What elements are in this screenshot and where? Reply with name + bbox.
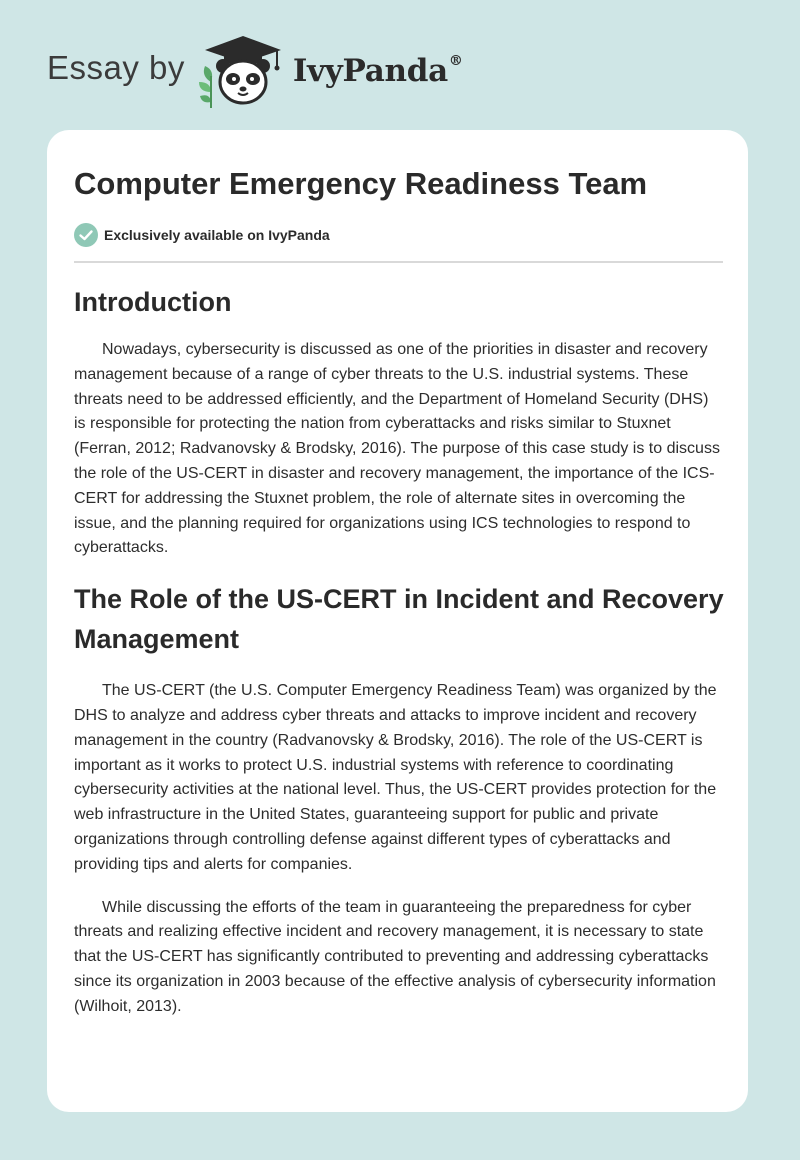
exclusive-badge (74, 223, 330, 247)
essay-by-label: Essay by (47, 48, 185, 86)
brand-name: IvyPanda (292, 52, 448, 89)
ivypanda-brand[interactable] (292, 52, 463, 89)
section-heading-introduction: Introduction (74, 287, 232, 317)
check-circle-icon (74, 223, 98, 247)
paragraph: The US-CERT (the U.S. Computer Emergency Readiness Team) was organized by the DHS to analyze and address cyber threats and attacks to improve incident and recovery management in the country (Radvanovsky & Brodsky, 2016). The role of the US-CERT is important as it works to protect U.S. industrial systems with reference to coordinating cybersecurity activities at the national level. Thus, the US-CERT provides protection for the web infrastructure in the United States, guaranteeing support for public and private organizations through controlling defense against different types of cyberattacks and providing tips and alerts for companies. (74, 682, 717, 873)
site-header (47, 30, 463, 110)
divider (74, 261, 723, 263)
ivypanda-logo-icon[interactable] (197, 30, 289, 110)
page-title: Computer Emergency Readiness Team (74, 166, 648, 201)
paragraph: While discussing the efforts of the team in guaranteeing the preparedness for cyber threats and realizing effective incident and recovery management, it is necessary to state that the US-CERT has significantly contributed to preventing and addressing cyberattacks since its organization in 2003 because of the effective analysis of cybersecurity information (Wilhoit, 2013). (74, 898, 716, 1015)
essay-body (74, 278, 724, 1020)
paragraph: Nowadays, cybersecurity is discussed as one of the priorities in disaster and recovery management because of a range of cyber threats to the U.S. industrial systems. These threats need to be addressed efficiently, and the Department of Homeland Security (DHS) is responsible for protecting the nation from cyberattacks and risks similar to Stuxnet (Ferran, 2012; Radvanovsky & Brodsky, 2016). The purpose of this case study is to discuss the role of the US-CERT in disaster and recovery management, the importance of the ICS-CERT for addressing the Stuxnet problem, the role of alternate sites in overcoming the issue, and the planning required for organizations using ICS technologies to respond to cyberattacks. (74, 341, 720, 557)
badge-text: Exclusively available on IvyPanda (104, 227, 330, 243)
section-heading-us-cert-role: The Role of the US-CERT in Incident and Recovery Management (74, 584, 724, 655)
essay-card (47, 130, 748, 1112)
registered-mark: ® (448, 53, 463, 70)
